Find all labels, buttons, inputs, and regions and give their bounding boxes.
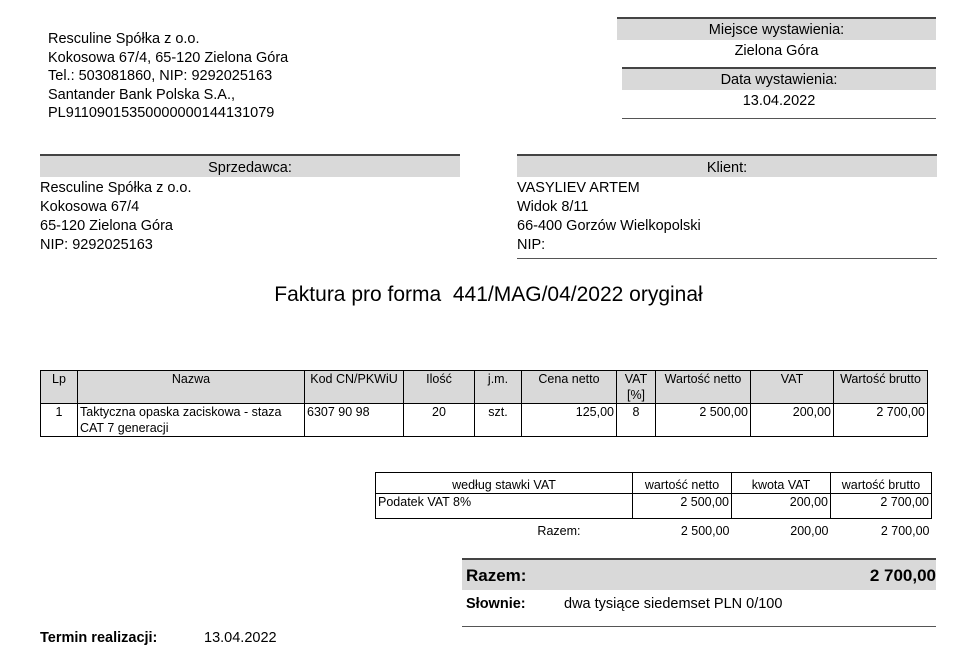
- cell-vat: 200,00: [751, 404, 834, 437]
- issue-place-value: Zielona Góra: [734, 43, 819, 59]
- vat-col-rate: według stawki VAT: [376, 473, 633, 494]
- vat-rate-label: Podatek VAT 8%: [376, 494, 633, 519]
- client-divider: [517, 255, 937, 259]
- vat-col-net: wartość netto: [633, 473, 732, 494]
- issue-place-date: [617, 17, 936, 119]
- col-net-value: Wartość netto: [656, 371, 751, 404]
- seller-name: Resculine Spółka z o.o.: [40, 180, 192, 196]
- seller-city: 65-120 Zielona Góra: [40, 218, 173, 234]
- col-lp: Lp: [41, 371, 78, 404]
- issuer-account: PL91109015350000000144131079: [48, 105, 275, 121]
- issuer-name: Resculine Spółka z o.o.: [48, 31, 200, 47]
- client-city: 66-400 Gorzów Wielkopolski: [517, 218, 701, 234]
- issuer-address: Kokosowa 67/4, 65-120 Zielona Góra: [48, 49, 289, 66]
- vat-total-gross: 2 700,00: [880, 524, 930, 538]
- col-vat: VAT: [751, 371, 834, 404]
- grand-total-label: Razem:: [466, 566, 527, 585]
- vat-summary-table: [375, 472, 932, 543]
- amount-in-words: [462, 590, 936, 627]
- deadline-label: Termin realizacji:: [40, 630, 158, 646]
- cell-vat-rate: 8: [617, 404, 656, 437]
- client-block: [517, 154, 937, 259]
- vat-gross: 2 700,00: [831, 494, 932, 519]
- issuer-contact: Tel.: 503081860, NIP: 9292025163: [48, 68, 273, 84]
- seller-block: [40, 154, 460, 255]
- vat-col-vat: kwota VAT: [732, 473, 831, 494]
- col-gross-value: Wartość brutto: [834, 371, 928, 404]
- grand-total-bar: [462, 558, 936, 590]
- issue-place-label: Miejsce wystawienia:: [617, 17, 936, 40]
- client-street: Widok 8/11: [517, 199, 589, 215]
- issue-date-value: 13.04.2022: [622, 90, 936, 119]
- cell-net-price: 125,00: [522, 404, 617, 437]
- document-title: Faktura pro forma 441/MAG/04/2022 oryginał: [274, 283, 703, 306]
- cell-unit: szt.: [475, 404, 522, 437]
- vat-total-vat: 200,00: [790, 524, 829, 538]
- col-qty: Ilość: [404, 371, 475, 404]
- deadline-value: 13.04.2022: [204, 630, 277, 646]
- cell-qty: 20: [404, 404, 475, 437]
- amount-in-words-value: dwa tysiące siedemset PLN 0/100: [564, 596, 783, 612]
- vat-row: [376, 494, 932, 519]
- col-code: Kod CN/PKWiU: [305, 371, 404, 404]
- amount-in-words-label: Słownie:: [466, 596, 526, 612]
- client-header: Klient:: [517, 154, 937, 177]
- cell-net-value: 2 500,00: [656, 404, 751, 437]
- grand-total-value: 2 700,00: [869, 566, 936, 585]
- deadline: [40, 630, 277, 646]
- cell-name: Taktyczna opaska zaciskowa - staza CAT 7 generacji: [78, 404, 305, 437]
- col-vat-rate: VAT [%]: [617, 371, 656, 404]
- client-name: VASYLIEV ARTEM: [517, 180, 640, 196]
- col-name: Nazwa: [78, 371, 305, 404]
- vat-amount: 200,00: [732, 494, 831, 519]
- table-row: [41, 404, 928, 437]
- vat-col-gross: wartość brutto: [831, 473, 932, 494]
- cell-gross-value: 2 700,00: [834, 404, 928, 437]
- issuer-block: [48, 30, 288, 123]
- seller-nip: NIP: 9292025163: [40, 237, 153, 253]
- col-net-price: Cena netto: [522, 371, 617, 404]
- vat-total-label: Razem:: [537, 524, 581, 538]
- issuer-bank: Santander Bank Polska S.A.,: [48, 86, 235, 103]
- issue-date-label: Data wystawienia:: [622, 67, 936, 90]
- vat-total-row: [376, 519, 932, 544]
- seller-street: Kokosowa 67/4: [40, 199, 140, 215]
- col-unit: j.m.: [475, 371, 522, 404]
- client-nip: NIP:: [517, 237, 546, 253]
- cell-lp: 1: [41, 404, 78, 437]
- grand-total: [462, 558, 936, 627]
- cell-code: 6307 90 98: [305, 404, 404, 437]
- vat-total-net: 2 500,00: [680, 524, 730, 538]
- items-table: [40, 370, 928, 437]
- seller-header: Sprzedawca:: [40, 154, 460, 177]
- vat-net: 2 500,00: [633, 494, 732, 519]
